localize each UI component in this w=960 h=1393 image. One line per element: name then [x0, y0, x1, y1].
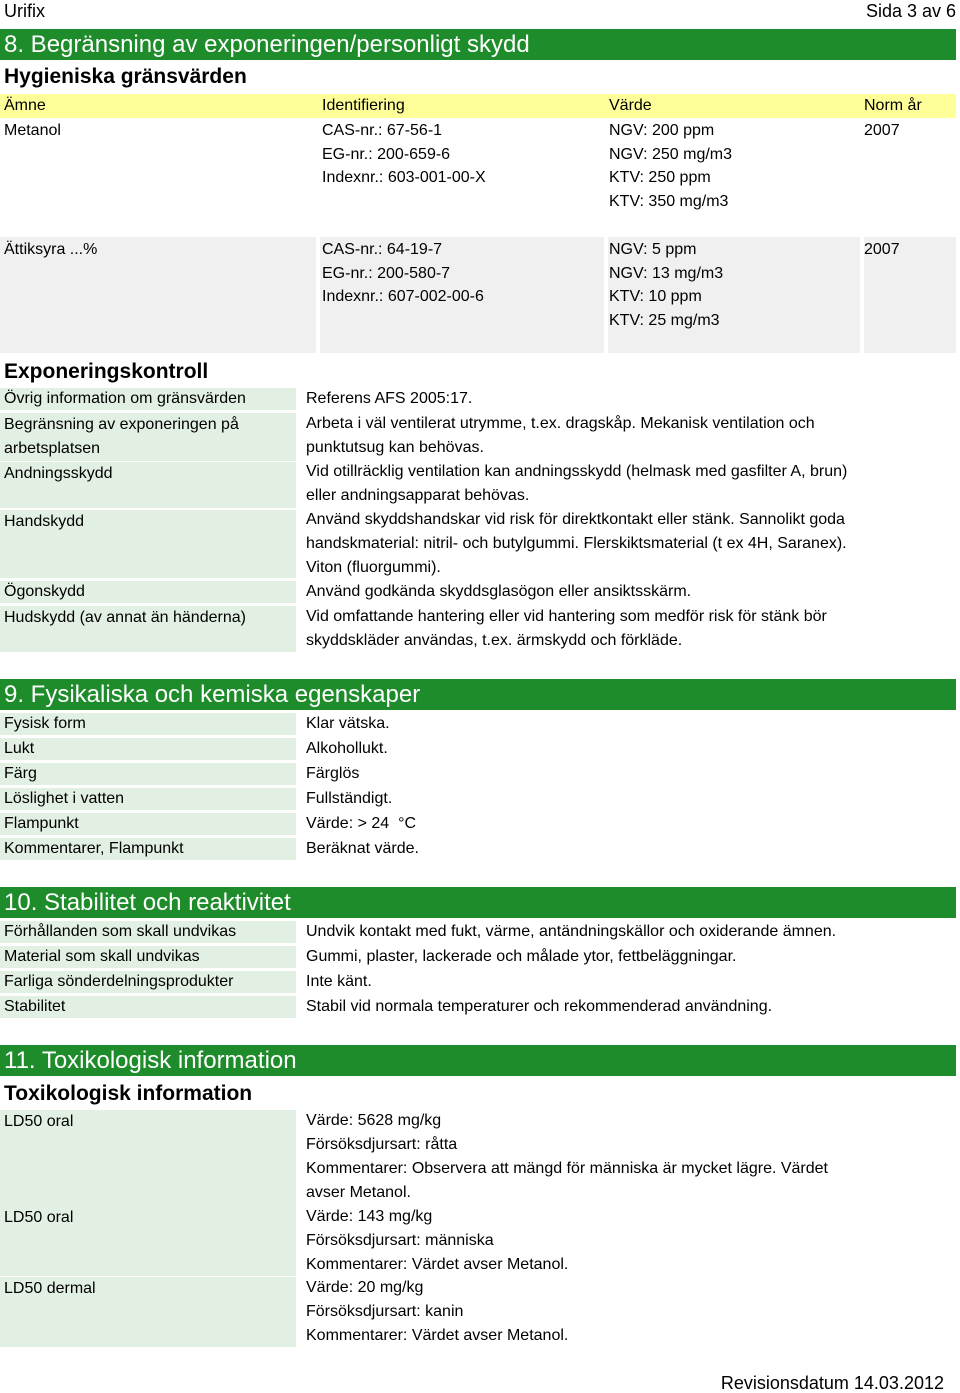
field-value: Stabil vid normala temperaturer och rekommenderad användning. — [306, 998, 773, 1015]
field-label: Material som skall undvikas — [0, 946, 296, 968]
field-value: Värde: 143 mg/kg Försöksdjursart: människa Kommentarer: Värdet avser Metanol. — [306, 1208, 569, 1273]
field-label: Hudskydd (av annat än händerna) — [0, 606, 296, 652]
section-10-header — [0, 887, 956, 918]
field-value: Beräknat värde. — [306, 840, 419, 857]
field-label: Ögonskydd — [0, 581, 296, 603]
field-value: Värde: 5628 mg/kg Försöksdjursart: råtta Kommentarer: Observera att mängd för människa är mycket lägre. Värdet avser Metanol. — [306, 1112, 828, 1201]
section-9-title: 9. Fysikaliska och kemiska egenskaper — [4, 681, 421, 708]
field-label: Andningsskydd — [0, 462, 296, 508]
field-label: LD50 oral — [0, 1206, 296, 1276]
field-label: Farliga sönderdelningsprodukter — [0, 971, 296, 993]
field-value: Vid omfattande hantering eller vid hantering som medför risk för stänk bör skyddskläder användas, t.ex. ärmskydd och förkläde. — [306, 608, 827, 649]
tox-sub-title: Toxikologisk information — [4, 1082, 253, 1105]
field-value: Värde: > 24 °C — [306, 815, 417, 832]
limit-value: KTV: 10 ppm — [609, 288, 702, 305]
field-value: Använd skyddshandskar vid risk för direktkontakt eller stänk. Sannolikt goda handskmaterial: nitril- och butylgummi. Flerskiktsmaterial (t ex 4H, Saranex). Viton (fluorgummi). — [306, 511, 847, 576]
hygien-title: Hygieniska gränsvärden — [4, 65, 247, 88]
revision-date: Revisionsdatum 14.03.2012 — [720, 1373, 944, 1393]
substance-name: Ättiksyra ...% — [4, 241, 98, 258]
limit-value: KTV: 250 ppm — [609, 169, 711, 186]
section-8-header — [0, 29, 956, 60]
field-value: Färglös — [306, 765, 360, 782]
field-label: Handskydd — [0, 510, 296, 578]
identifier: CAS-nr.: 64-19-7 — [322, 241, 443, 258]
field-value: Vid otillräcklig ventilation kan andningsskydd (helmask med gasfilter A, brun) eller andningsapparat behövas. — [306, 463, 848, 504]
field-value: Gummi, plaster, lackerade och målade ytor, fettbeläggningar. — [306, 948, 737, 965]
limit-value: NGV: 200 ppm — [609, 122, 715, 139]
section-10-title: 10. Stabilitet och reaktivitet — [4, 889, 291, 916]
field-label: LD50 dermal — [0, 1277, 296, 1347]
col-header-year: Norm år — [864, 97, 922, 114]
field-value: Klar vätska. — [306, 715, 390, 732]
identifier: Indexnr.: 603-001-00-X — [322, 169, 486, 186]
limit-value: KTV: 350 mg/m3 — [609, 192, 729, 210]
field-label: Kommentarer, Flampunkt — [0, 838, 296, 860]
limits-table-header — [0, 94, 956, 118]
identifier: EG-nr.: 200-659-6 — [322, 145, 451, 163]
field-value: Använd godkända skyddsglasögon eller ansiktsskärm. — [306, 583, 692, 600]
field-label: Övrig information om gränsvärden — [0, 388, 296, 410]
section-9-header — [0, 679, 956, 710]
product-name: Urifix — [4, 1, 45, 21]
field-label: Lukt — [0, 738, 296, 760]
identifier: CAS-nr.: 67-56-1 — [322, 122, 443, 139]
field-label: Begränsning av exponeringen på arbetsplatsen — [0, 413, 296, 461]
limit-value: NGV: 13 mg/m3 — [609, 264, 724, 282]
norm-year: 2007 — [864, 241, 900, 258]
field-label: LD50 oral — [0, 1110, 296, 1206]
section-11-header — [0, 1045, 956, 1076]
field-value: Alkohollukt. — [306, 740, 388, 757]
section-8-title: 8. Begränsning av exponeringen/personligt skydd — [4, 31, 530, 58]
field-value: Värde: 20 mg/kg Försöksdjursart: kanin Kommentarer: Värdet avser Metanol. — [306, 1279, 569, 1344]
field-label: Fysisk form — [0, 713, 296, 735]
field-label: Färg — [0, 763, 296, 785]
field-label: Flampunkt — [0, 813, 296, 835]
col-header-substance: Ämne — [4, 97, 46, 114]
field-value: Referens AFS 2005:17. — [306, 390, 473, 407]
col-header-identification: Identifiering — [322, 97, 405, 114]
field-label: Löslighet i vatten — [0, 788, 296, 810]
identifier: Indexnr.: 607-002-00-6 — [322, 288, 484, 305]
norm-year: 2007 — [864, 122, 900, 139]
limit-value: KTV: 25 mg/m3 — [609, 311, 720, 329]
exposure-control-title: Exponeringskontroll — [4, 360, 209, 383]
field-value: Undvik kontakt med fukt, värme, antändningskällor och oxiderande ämnen. — [306, 923, 837, 940]
substance-name: Metanol — [4, 122, 61, 139]
identifier: EG-nr.: 200-580-7 — [322, 264, 451, 282]
page-number: Sida 3 av 6 — [865, 1, 956, 21]
field-value: Arbeta i väl ventilerat utrymme, t.ex. dragskåp. Mekanisk ventilation och punktutsug kan behövas. — [306, 415, 815, 456]
page-header — [0, 0, 960, 22]
limit-value: NGV: 5 ppm — [609, 241, 697, 258]
field-label: Förhållanden som skall undvikas — [0, 921, 296, 943]
section-11-title: 11. Toxikologisk information — [4, 1047, 297, 1074]
field-value: Fullständigt. — [306, 790, 393, 807]
limit-value: NGV: 250 mg/m3 — [609, 145, 733, 163]
col-header-value: Värde — [609, 97, 652, 114]
field-value: Inte känt. — [306, 973, 372, 990]
field-label: Stabilitet — [0, 996, 296, 1018]
